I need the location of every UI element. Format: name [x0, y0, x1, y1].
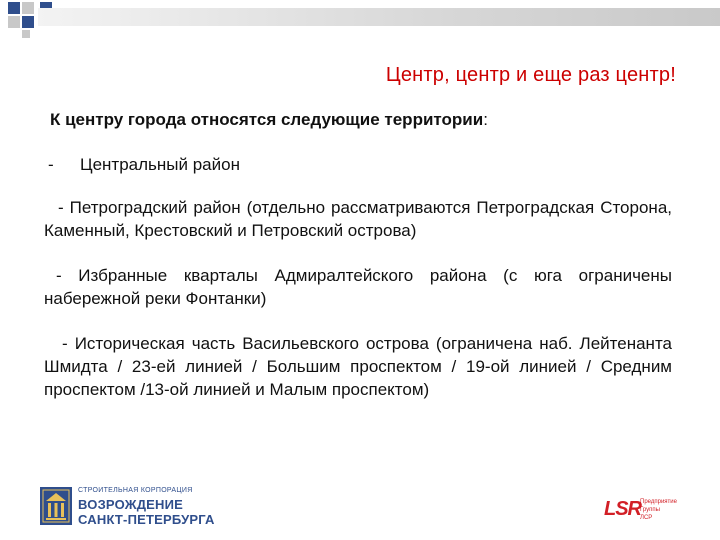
slide-title: Центр, центр и еще раз центр! — [385, 64, 676, 86]
list-item-vasilyevsky: - Историческая часть Васильевского острова (ограничена наб. Лейтенанта Шмидта / 23-ей линией / Большим проспектом / 19-ой линией / Средним проспектом /13-ой линией и Малым проспектом) — [44, 334, 672, 399]
building-logo-icon — [40, 487, 72, 525]
header-bar — [38, 8, 720, 26]
list-item-admiralteysky: - Избранные кварталы Адмиралтейского района (с юга ограничены набережной реки Фонтанки) — [44, 266, 672, 308]
intro-colon: : — [483, 110, 488, 129]
list-item-central — [48, 155, 672, 175]
slide-content — [44, 110, 672, 401]
lsr-line-1: Предприятие — [640, 499, 677, 505]
intro-line — [50, 110, 672, 130]
list-dash: - — [48, 155, 54, 174]
list-item-text: Центральный район — [80, 155, 240, 174]
list-item-petrograd: - Петроградский район (отдельно рассматриваются Петроградская Сторона, Каменный, Крестовский и Петровский острова) — [44, 198, 672, 240]
logo-line-1: ВОЗРОЖДЕНИЕ — [78, 497, 184, 512]
logo-line-2: САНКТ-ПЕТЕРБУРГА — [78, 512, 215, 527]
intro-text: К центру города относятся следующие территории — [50, 110, 484, 129]
logo-subtitle: СТРОИТЕЛЬНАЯ КОРПОРАЦИЯ — [78, 487, 193, 494]
lsr-line-3: ЛСР — [640, 515, 653, 521]
lsr-line-2: Группы — [640, 507, 660, 513]
lsr-logo — [604, 498, 684, 528]
lsr-mark-icon: LSR — [604, 498, 641, 520]
